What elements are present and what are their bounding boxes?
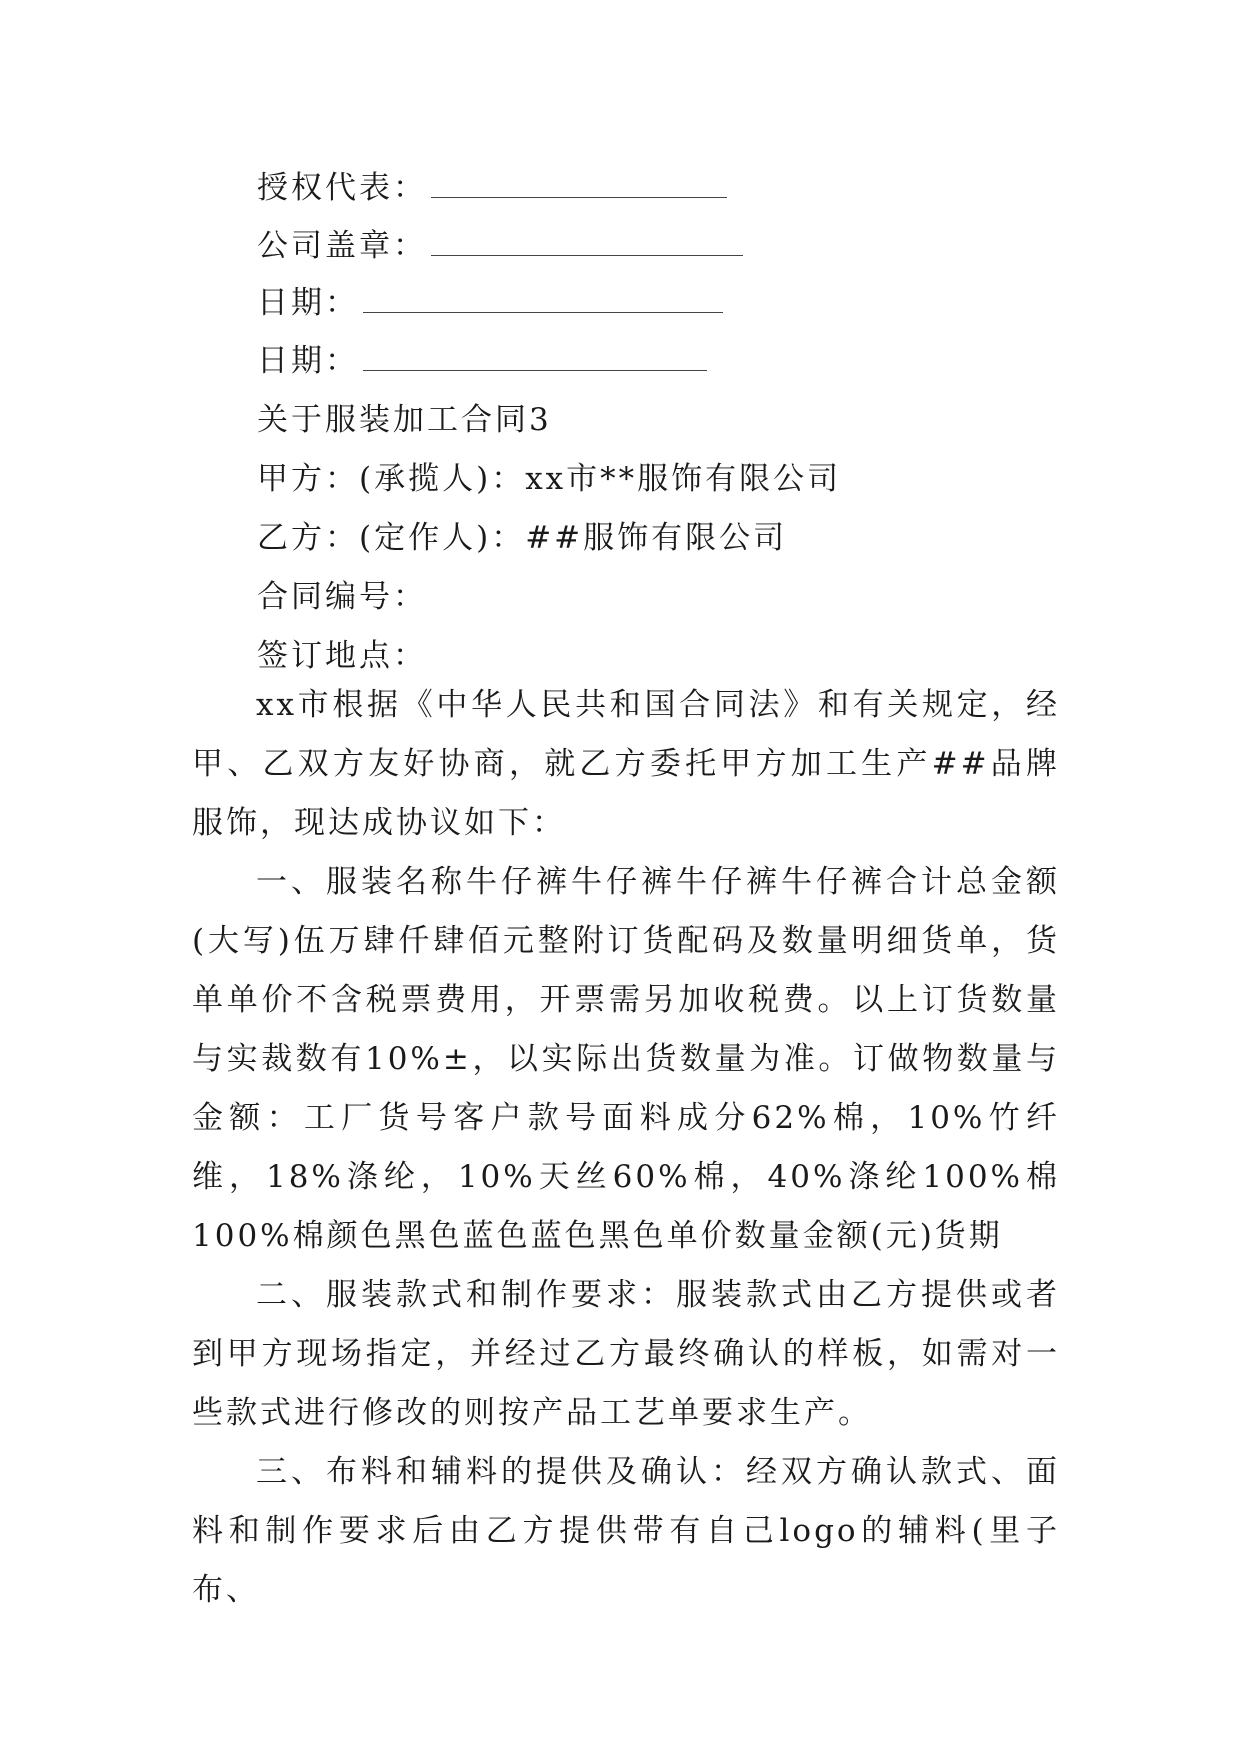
authorized-rep-blank	[431, 169, 727, 198]
date-label-2: 日期：	[257, 343, 359, 379]
authorized-rep-line	[257, 168, 727, 208]
company-seal-line	[257, 226, 743, 266]
party-a: 甲方：(承揽人)：xx市**服饰有限公司	[257, 461, 842, 497]
clause-2-paragraph: 二、服装款式和制作要求：服装款式由乙方提供或者到甲方现场指定，并经过乙方最终确认的样板，如需对一些款式进行修改的则按产品工艺单要求生产。	[192, 1277, 1060, 1431]
contract-title: 关于服装加工合同3	[257, 402, 552, 438]
signing-place: 签订地点：	[257, 638, 427, 674]
date-line-1	[257, 283, 723, 323]
company-seal-blank	[431, 227, 743, 256]
intro-paragraph: xx市根据《中华人民共和国合同法》和有关规定，经甲、乙双方友好协商，就乙方委托甲方加工生产##品牌服饰，现达成协议如下：	[192, 687, 1060, 841]
company-seal-label: 公司盖章：	[257, 228, 427, 264]
clause-1-paragraph: 一、服装名称牛仔裤牛仔裤牛仔裤牛仔裤合计总金额(大写)伍万肆仟肆佰元整附订货配码及数量明细货单，货单单价不含税票费用，开票需另加收税费。以上订货数量与实裁数有10%±，以实际出货数量为准。订做物数量与金额：工厂货号客户款号面料成分62%棉，10%竹纤维，18%涤纶，10%天丝60%棉，40%涤纶100%棉100%棉颜色黑色蓝色蓝色黑色单价数量金额(元)货期	[192, 864, 1060, 1254]
clause-3-paragraph: 三、布料和辅料的提供及确认：经双方确认款式、面料和制作要求后由乙方提供带有自己logo的辅料(里子布、	[192, 1454, 1060, 1608]
date-blank-2	[363, 342, 707, 371]
contract-number: 合同编号：	[257, 579, 427, 615]
date-label-1: 日期：	[257, 285, 359, 321]
party-b: 乙方：(定作人)：##服饰有限公司	[257, 520, 788, 556]
date-line-2	[257, 341, 707, 381]
date-blank-1	[363, 284, 723, 313]
authorized-rep-label: 授权代表：	[257, 170, 427, 206]
